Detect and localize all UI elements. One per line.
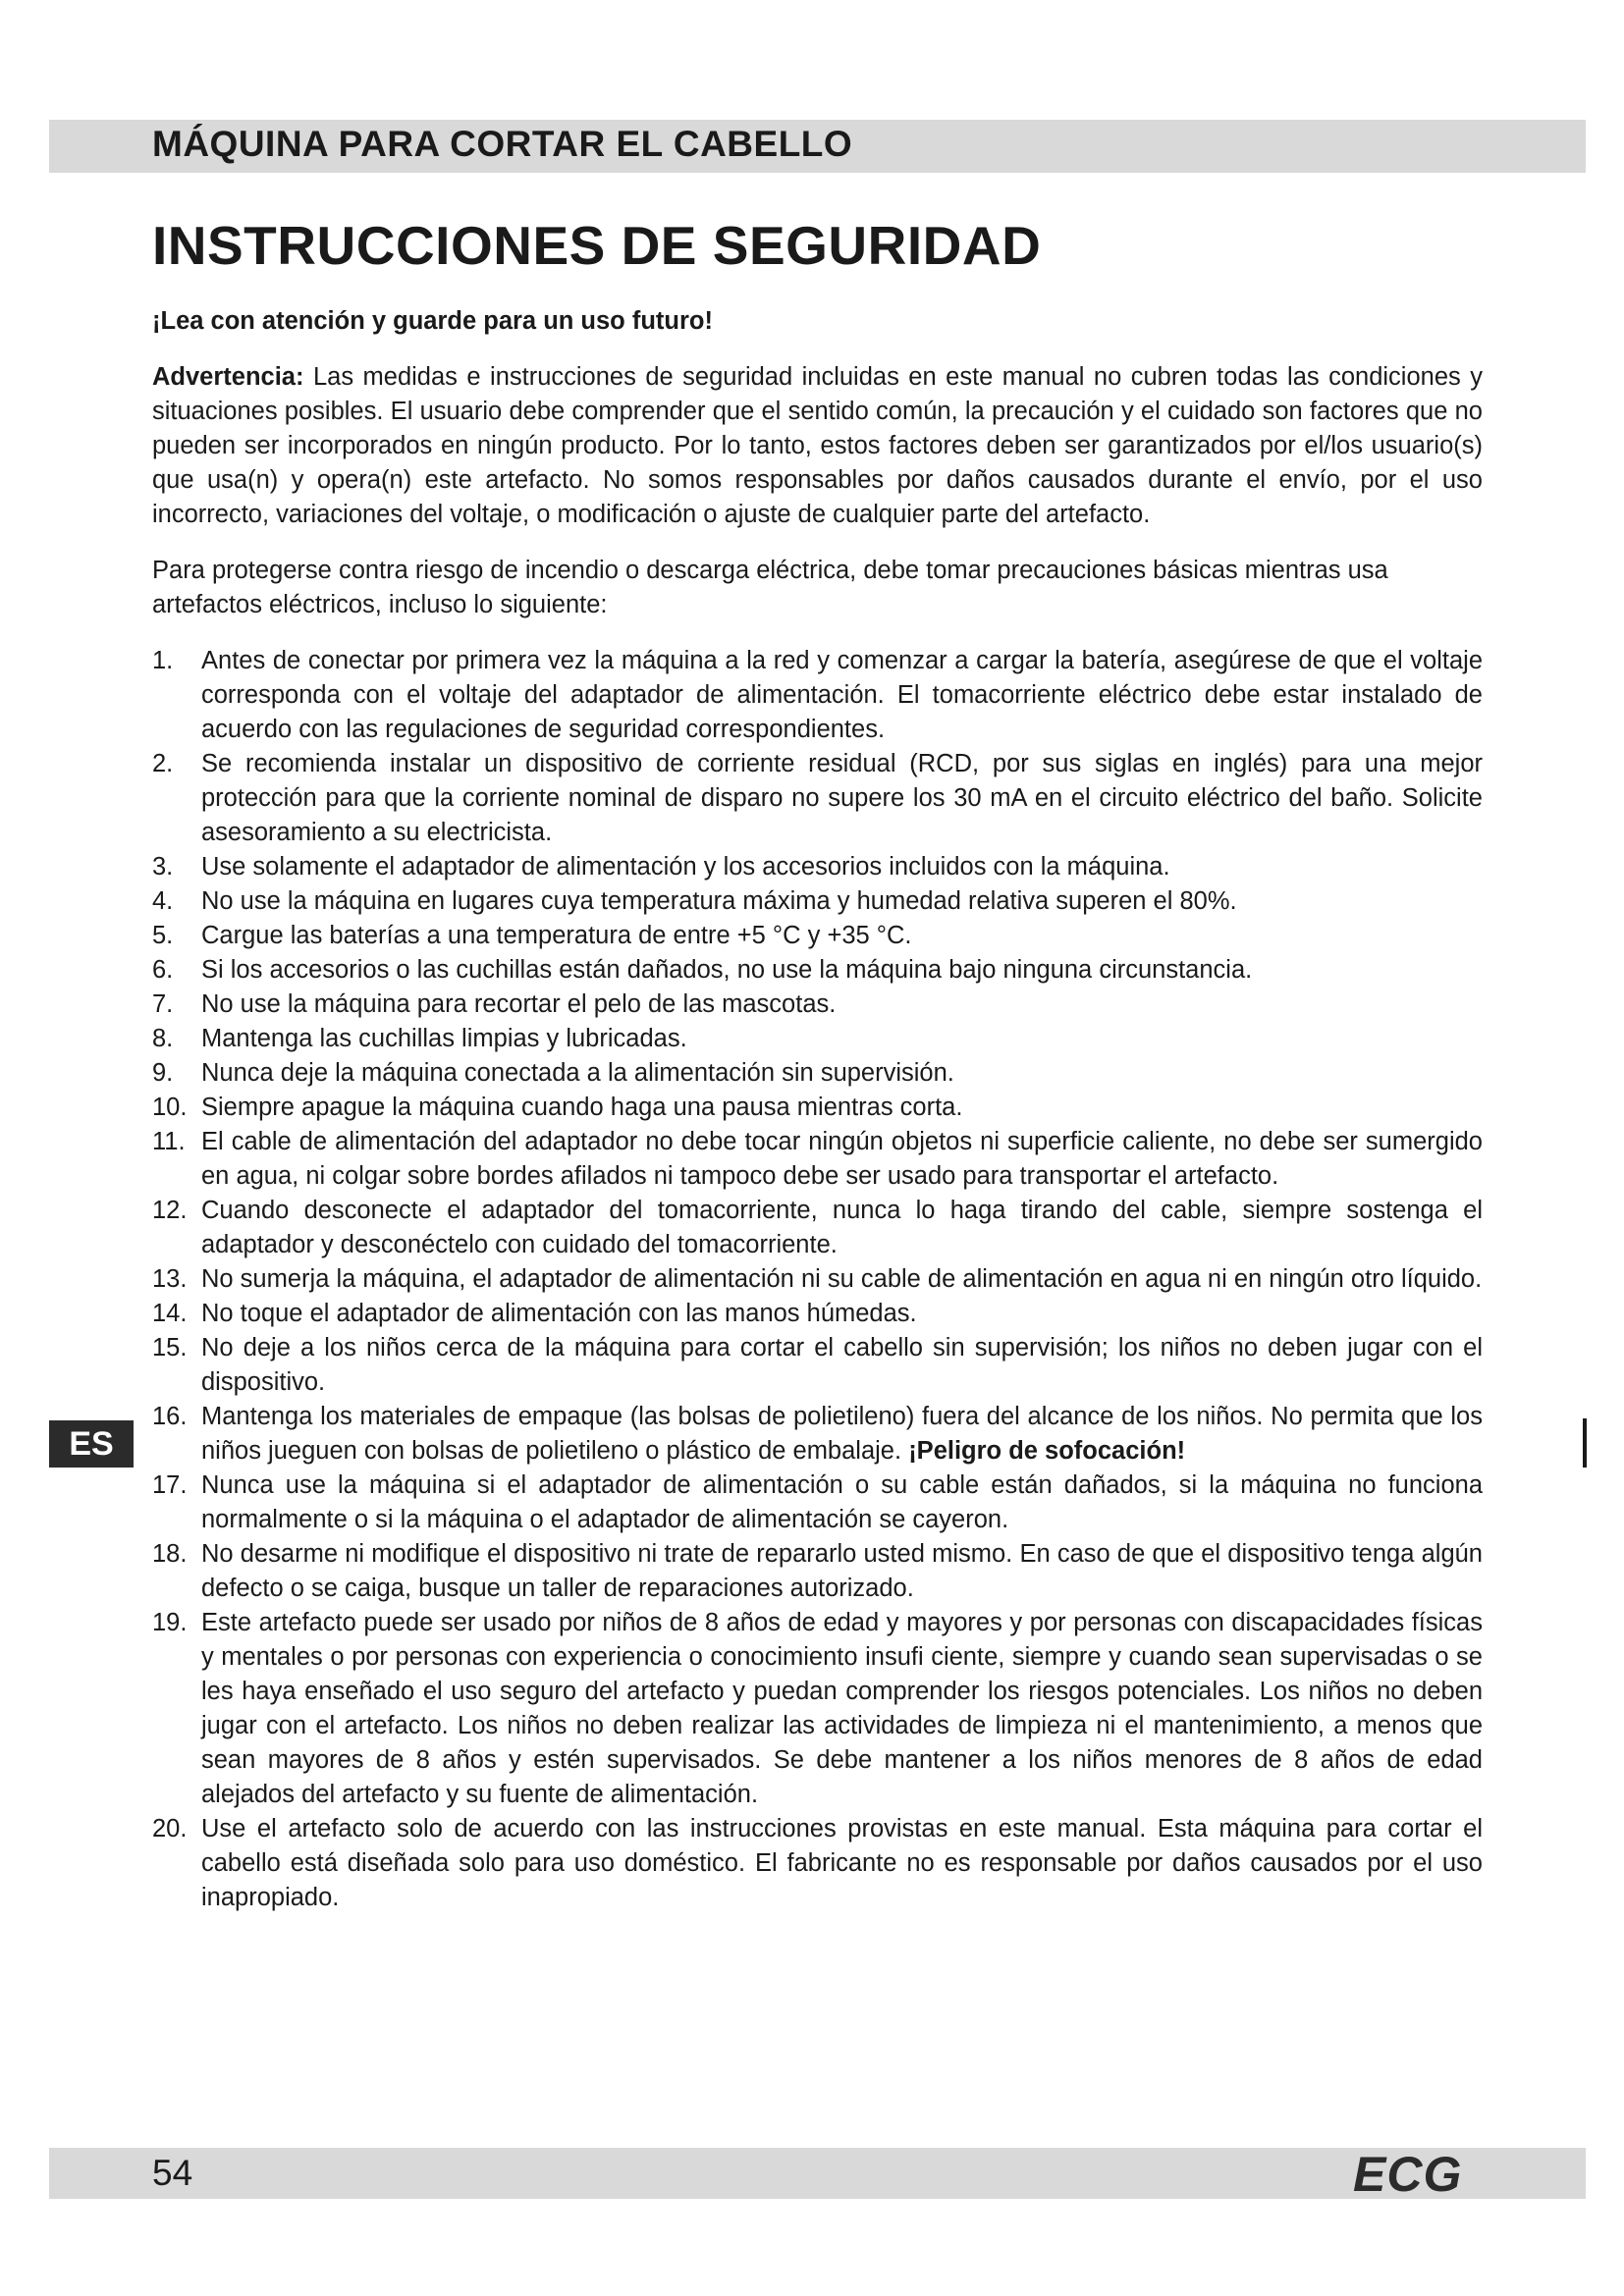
- list-item: [152, 1262, 1483, 1297]
- list-item-text: Este artefacto puede ser usado por niños de 8 años de edad y mayores y por personas con discapacidades físicas y mentales o por personas con experiencia o conocimiento insufi ciente, siempre y cuando sean supervisadas o se les haya enseñado el uso seguro del artefacto y puedan comprender los riesgos potenciales. Los niños no deben jugar con el artefacto. Los niños no deben realizar las actividades de limpieza ni el mantenimiento, a menos que sean mayores de 8 años y estén supervisados. Se debe mantener a los niños menores de 8 años de edad alejados del artefacto y su fuente de alimentación.: [201, 1609, 1483, 1808]
- list-item: [152, 953, 1483, 988]
- list-item-number: 10.: [152, 1094, 188, 1121]
- list-item-text: Si los accesorios o las cuchillas están dañados, no use la máquina bajo ninguna circunstancia.: [201, 956, 1253, 984]
- list-item-number: 16.: [152, 1403, 188, 1430]
- list-item-number: 20.: [152, 1815, 188, 1842]
- list-item-number: 14.: [152, 1300, 188, 1327]
- safety-instructions-list: [152, 644, 1483, 1915]
- page-number: 54: [152, 2153, 193, 2193]
- list-item-number: 5.: [152, 922, 174, 949]
- list-item-text: No sumerja la máquina, el adaptador de alimentación ni su cable de alimentación en agua ni en ningún otro líquido.: [201, 1265, 1483, 1293]
- list-item: [152, 1297, 1483, 1331]
- list-item: [152, 884, 1483, 919]
- list-item-text: No deje a los niños cerca de la máquina para cortar el cabello sin supervisión; los niños no deben jugar con el dispositivo.: [201, 1334, 1483, 1396]
- list-item: [152, 1537, 1483, 1606]
- list-item: [152, 850, 1483, 884]
- list-item: [152, 1400, 1483, 1468]
- list-item-text: Use solamente el adaptador de alimentación y los accesorios incluidos con la máquina.: [201, 853, 1170, 881]
- list-item-text: Siempre apague la máquina cuando haga una pausa mientras corta.: [201, 1094, 963, 1121]
- list-item: [152, 919, 1483, 953]
- list-item: [152, 644, 1483, 747]
- list-item-text: No toque el adaptador de alimentación con las manos húmedas.: [201, 1300, 917, 1327]
- list-item-emphasis: ¡Peligro de sofocación!: [908, 1437, 1186, 1465]
- list-item-text: El cable de alimentación del adaptador no debe tocar ningún objetos ni superficie caliente, no debe ser sumergido en agua, ni colgar sobre bordes afilados ni tampoco debe ser usado para transportar el artefacto.: [201, 1128, 1483, 1190]
- list-item: [152, 1091, 1483, 1125]
- list-item-number: 17.: [152, 1471, 188, 1499]
- list-item-text: No use la máquina en lugares cuya temperatura máxima y humedad relativa superen el 80%.: [201, 887, 1237, 915]
- list-item: [152, 1812, 1483, 1915]
- list-item-number: 19.: [152, 1609, 188, 1636]
- list-item-number: 15.: [152, 1334, 188, 1362]
- list-item-number: 11.: [152, 1128, 186, 1155]
- list-item: [152, 1194, 1483, 1262]
- list-item-text: Nunca use la máquina si el adaptador de alimentación o su cable están dañados, si la máquina no funciona normalmente o si la máquina o el adaptador de alimentación se cayeron.: [201, 1471, 1483, 1533]
- list-item: [152, 1606, 1483, 1812]
- list-item-text: Se recomienda instalar un dispositivo de corriente residual (RCD, por sus siglas en inglés) para una mejor protección para que la corriente nominal de disparo no supere los 30 mA en el circuito eléctrico del baño. Solicite asesoramiento a su electricista.: [201, 750, 1483, 846]
- list-item-text: Cuando desconecte el adaptador del tomacorriente, nunca lo haga tirando del cable, siempre sostenga el adaptador y desconéctelo con cuidado del tomacorriente.: [201, 1197, 1483, 1258]
- list-item: [152, 988, 1483, 1022]
- list-item-text: Nunca deje la máquina conectada a la alimentación sin supervisión.: [201, 1059, 954, 1087]
- list-item-text: Use el artefacto solo de acuerdo con las instrucciones provistas en este manual. Esta máquina para cortar el cabello está diseñada solo para uso doméstico. El fabricante no es responsable por daños causados por el uso inapropiado.: [201, 1815, 1483, 1911]
- subtitle: ¡Lea con atención y guarde para un uso futuro!: [152, 307, 713, 335]
- warning-label: Advertencia:: [152, 363, 304, 391]
- list-item-number: 6.: [152, 956, 174, 984]
- list-item-text: Cargue las baterías a una temperatura de entre +5 °C y +35 °C.: [201, 922, 912, 949]
- list-item-number: 18.: [152, 1540, 188, 1568]
- header-title: MÁQUINA PARA CORTAR EL CABELLO: [152, 124, 853, 164]
- list-item: [152, 1022, 1483, 1056]
- language-tab: ES: [49, 1420, 134, 1468]
- list-item-number: 3.: [152, 853, 174, 881]
- list-item-text: Antes de conectar por primera vez la máquina a la red y comenzar a cargar la batería, asegúrese de que el voltaje corresponda con el voltaje del adaptador de alimentación. El tomacorriente eléctrico debe estar instalado de acuerdo con las regulaciones de seguridad correspondientes.: [201, 647, 1483, 743]
- side-marker: [1583, 1418, 1587, 1468]
- list-item-number: 8.: [152, 1025, 174, 1052]
- list-item-number: 2.: [152, 750, 174, 777]
- list-item: [152, 1056, 1483, 1091]
- list-item-text: No use la máquina para recortar el pelo de las mascotas.: [201, 990, 837, 1018]
- list-item-number: 13.: [152, 1265, 188, 1293]
- list-item-number: 7.: [152, 990, 174, 1018]
- list-item-text: No desarme ni modifique el dispositivo ni trate de repararlo usted mismo. En caso de que el dispositivo tenga algún defecto o se caiga, busque un taller de reparaciones autorizado.: [201, 1540, 1483, 1602]
- brand-logo: ECG: [1353, 2147, 1463, 2202]
- content: [152, 304, 1483, 1915]
- list-item-number: 9.: [152, 1059, 174, 1087]
- list-item: [152, 747, 1483, 850]
- intro-paragraph: Para protegerse contra riesgo de incendio o descarga eléctrica, debe tomar precauciones básicas mientras usa artefactos eléctricos, incluso lo siguiente:: [152, 557, 1388, 618]
- list-item: [152, 1468, 1483, 1537]
- warning-text: Las medidas e instrucciones de seguridad incluidas en este manual no cubren todas las condiciones y situaciones posibles. El usuario debe comprender que el sentido común, la precaución y el cuidado son factores que no pueden ser incorporados en ningún producto. Por lo tanto, estos factores deben ser garantizados por el/los usuario(s) que usa(n) y opera(n) este artefacto. No somos responsables por daños causados durante el envío, por el uso incorrecto, variaciones del voltaje, o modificación o ajuste de cualquier parte del artefacto.: [152, 363, 1483, 528]
- list-item-text: Mantenga las cuchillas limpias y lubricadas.: [201, 1025, 687, 1052]
- list-item: [152, 1125, 1483, 1194]
- list-item-number: 1.: [152, 647, 174, 674]
- list-item: [152, 1331, 1483, 1400]
- list-item-number: 4.: [152, 887, 174, 915]
- list-item-text: Mantenga los materiales de empaque (las bolsas de polietileno) fuera del alcance de los niños. No permita que los niños jueguen con bolsas de polietileno o plástico de embalaje.: [201, 1403, 1483, 1465]
- list-item-number: 12.: [152, 1197, 188, 1224]
- warning-paragraph: [152, 360, 1483, 532]
- page-title: INSTRUCCIONES DE SEGURIDAD: [152, 215, 1042, 276]
